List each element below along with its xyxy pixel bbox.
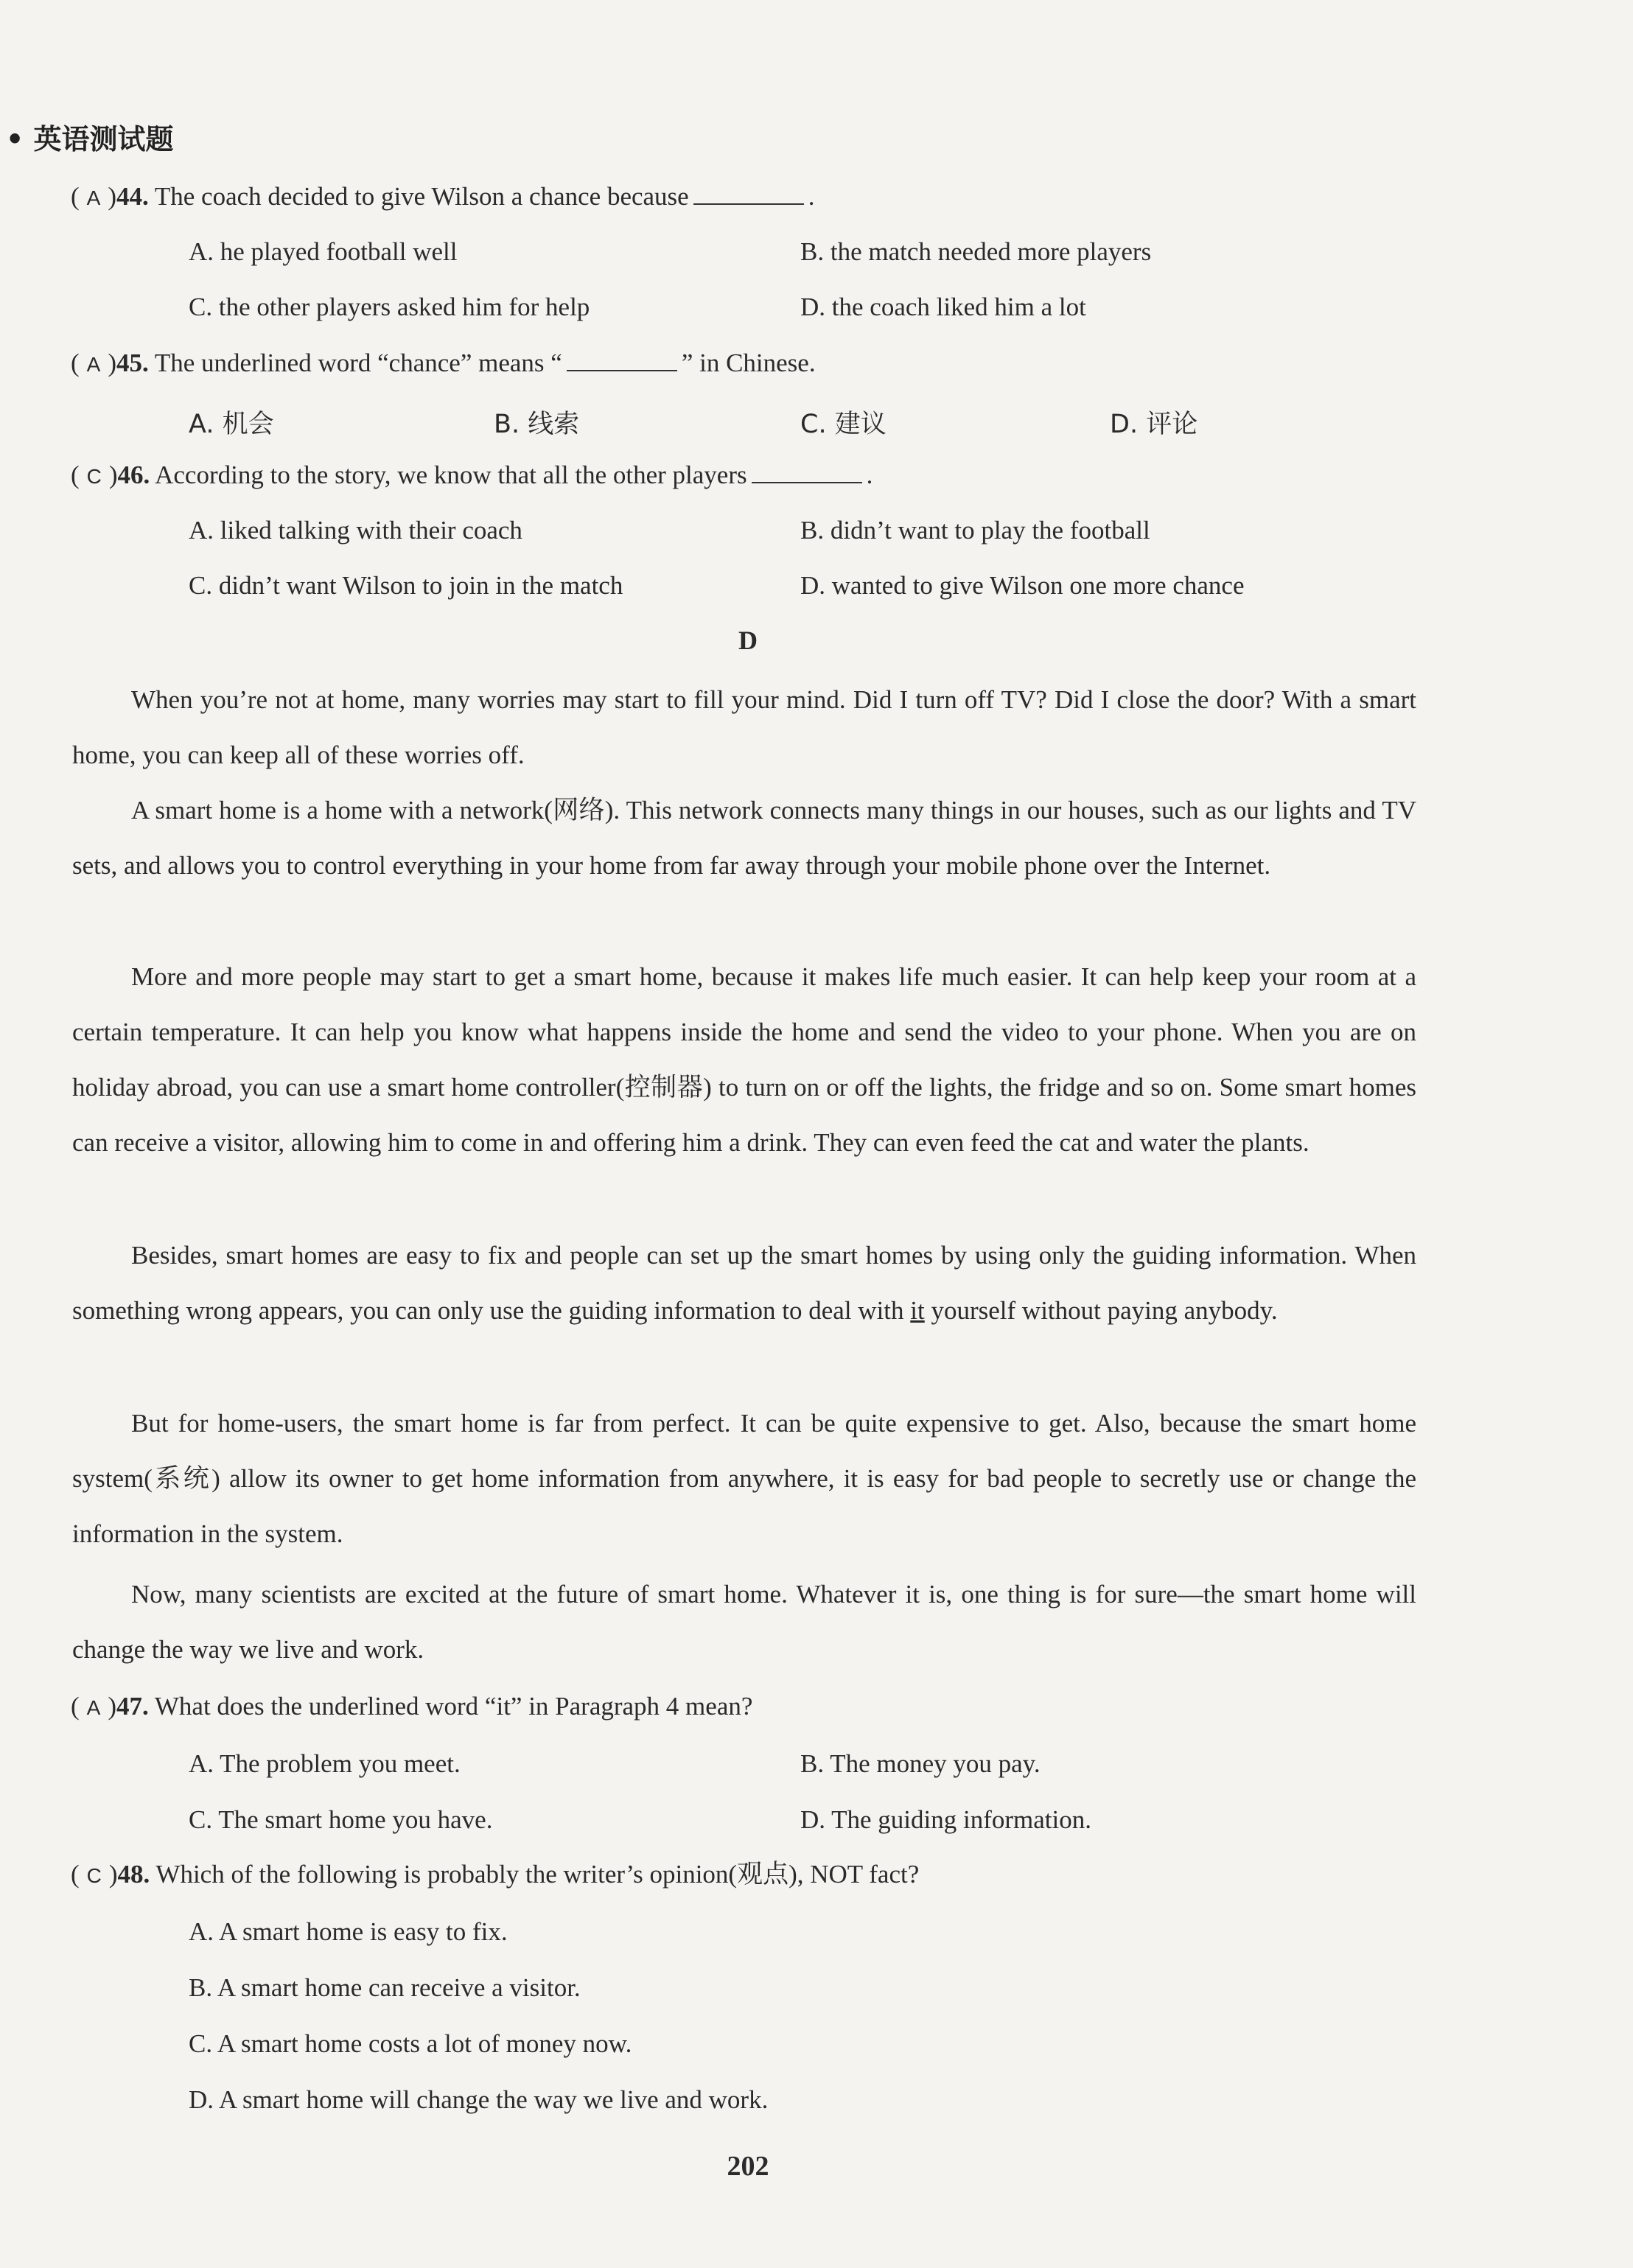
question-number: 47. <box>116 1692 149 1721</box>
answer-letter: A <box>86 1696 101 1719</box>
answer-paren-open: ( <box>71 461 80 489</box>
answer-letter: C <box>86 465 102 488</box>
answer-paren-close: ) <box>108 182 116 211</box>
passage-paragraph-6: Now, many scientists are excited at the future of smart home. Whatever it is, one thing is for sure—the smart home will change the way we live and work. <box>72 1580 1416 1664</box>
question-stem: The underlined word “chance” means “ <box>154 349 562 377</box>
option-a: A. liked talking with their coach <box>189 516 522 545</box>
question-stem-end: . <box>866 461 873 489</box>
underlined-word-it: it <box>910 1296 925 1325</box>
question-stem-end: ” in Chinese. <box>681 349 816 377</box>
passage-paragraph-3: More and more people may start to get a smart home, because it makes life much easier. It can help keep your room at a certain temperature. It can help you know what happens inside the home and send the video to your phone. When you are on holiday abroad, you can use a smart home controller(控制器) to turn on or off the lights, the fridge and so on. Some smart homes can receive a visitor, allowing him to come in and offering him a drink. They can even feed the cat and water the plants. <box>72 962 1416 1157</box>
option-b: B. didn’t want to play the football <box>800 516 1150 545</box>
passage-paragraph-5: But for home-users, the smart home is far from perfect. It can be quite expensive to get. Also, because the smart home system(系统) allow its owner to get home information from anywhere, it is easy for bad people to secretly use or change the information in the system. <box>72 1409 1416 1548</box>
question-47 <box>71 1693 752 1719</box>
question-stem: What does the underlined word “it” in Paragraph 4 mean? <box>154 1692 753 1721</box>
question-number: 46. <box>117 461 150 489</box>
question-stem-end: . <box>808 182 815 211</box>
passage-paragraph-1: When you’re not at home, many worries may start to fill your mind. Did I turn off TV? Did I close the door? With a smart home, you can keep all of these worries off. <box>72 685 1416 769</box>
question-44 <box>71 181 814 209</box>
option-c: C. didn’t want Wilson to join in the match <box>189 571 623 600</box>
question-number: 48. <box>117 1860 150 1889</box>
answer-paren-close: ) <box>108 1692 116 1721</box>
option-c: C. 建议 <box>800 410 887 439</box>
option-a: A. The problem you meet. <box>189 1749 461 1778</box>
question-number: 44. <box>116 182 149 211</box>
option-d: D. The guiding information. <box>800 1805 1091 1834</box>
option-c: C. The smart home you have. <box>189 1805 493 1834</box>
question-46 <box>71 460 873 488</box>
answer-blank <box>693 181 804 205</box>
option-d: D. A smart home will change the way we live and work. <box>189 2085 769 2114</box>
question-number: 45. <box>116 349 149 377</box>
option-c: C. the other players asked him for help <box>189 293 590 321</box>
answer-paren-open: ( <box>71 182 80 211</box>
passage-paragraph-4 <box>72 1228 1416 1338</box>
question-stem: The coach decided to give Wilson a chance because <box>154 182 689 211</box>
page-number: 202 <box>727 2151 769 2182</box>
section-title: D <box>738 626 758 655</box>
option-d: D. the coach liked him a lot <box>800 293 1086 321</box>
option-a: A. he played football well <box>189 237 458 266</box>
option-d: D. 评论 <box>1110 410 1198 439</box>
answer-paren-open: ( <box>71 349 80 377</box>
question-stem: Which of the following is probably the writer’s opinion(观点), NOT fact? <box>155 1860 920 1889</box>
paragraph-4-text-end: yourself without paying anybody. <box>931 1296 1278 1325</box>
option-a: A. A smart home is easy to fix. <box>189 1917 508 1946</box>
answer-letter: C <box>86 1864 102 1887</box>
answer-letter: A <box>86 353 101 376</box>
answer-paren-close: ) <box>108 1860 118 1889</box>
question-48 <box>71 1861 919 1887</box>
answer-letter: A <box>86 186 101 209</box>
page-header: • 英语测试题 <box>6 123 174 155</box>
option-a: A. 机会 <box>189 410 274 439</box>
paragraph-4-text: Besides, smart homes are easy to fix and people can set up the smart homes by using only the guiding information. When something wrong appears, you can only use the guiding information to deal with <box>72 1241 1416 1325</box>
answer-blank <box>567 348 677 371</box>
answer-paren-close: ) <box>108 349 116 377</box>
answer-paren-close: ) <box>108 461 118 489</box>
question-stem: According to the story, we know that all the other players <box>155 461 747 489</box>
option-b: B. The money you pay. <box>800 1749 1041 1778</box>
option-d: D. wanted to give Wilson one more chance <box>800 571 1245 600</box>
answer-paren-open: ( <box>71 1860 80 1889</box>
answer-paren-open: ( <box>71 1692 80 1721</box>
answer-blank <box>752 460 862 483</box>
option-c: C. A smart home costs a lot of money now. <box>189 2029 632 2058</box>
option-b: B. A smart home can receive a visitor. <box>189 1973 581 2002</box>
question-45 <box>71 348 816 376</box>
passage-paragraph-2: A smart home is a home with a network(网络). This network connects many things in our houses, such as our lights and TV sets, and allows you to control everything in your home from far away through your mobile phone over the Internet. <box>72 796 1416 880</box>
option-b: B. 线索 <box>494 410 580 439</box>
option-b: B. the match needed more players <box>800 237 1152 266</box>
